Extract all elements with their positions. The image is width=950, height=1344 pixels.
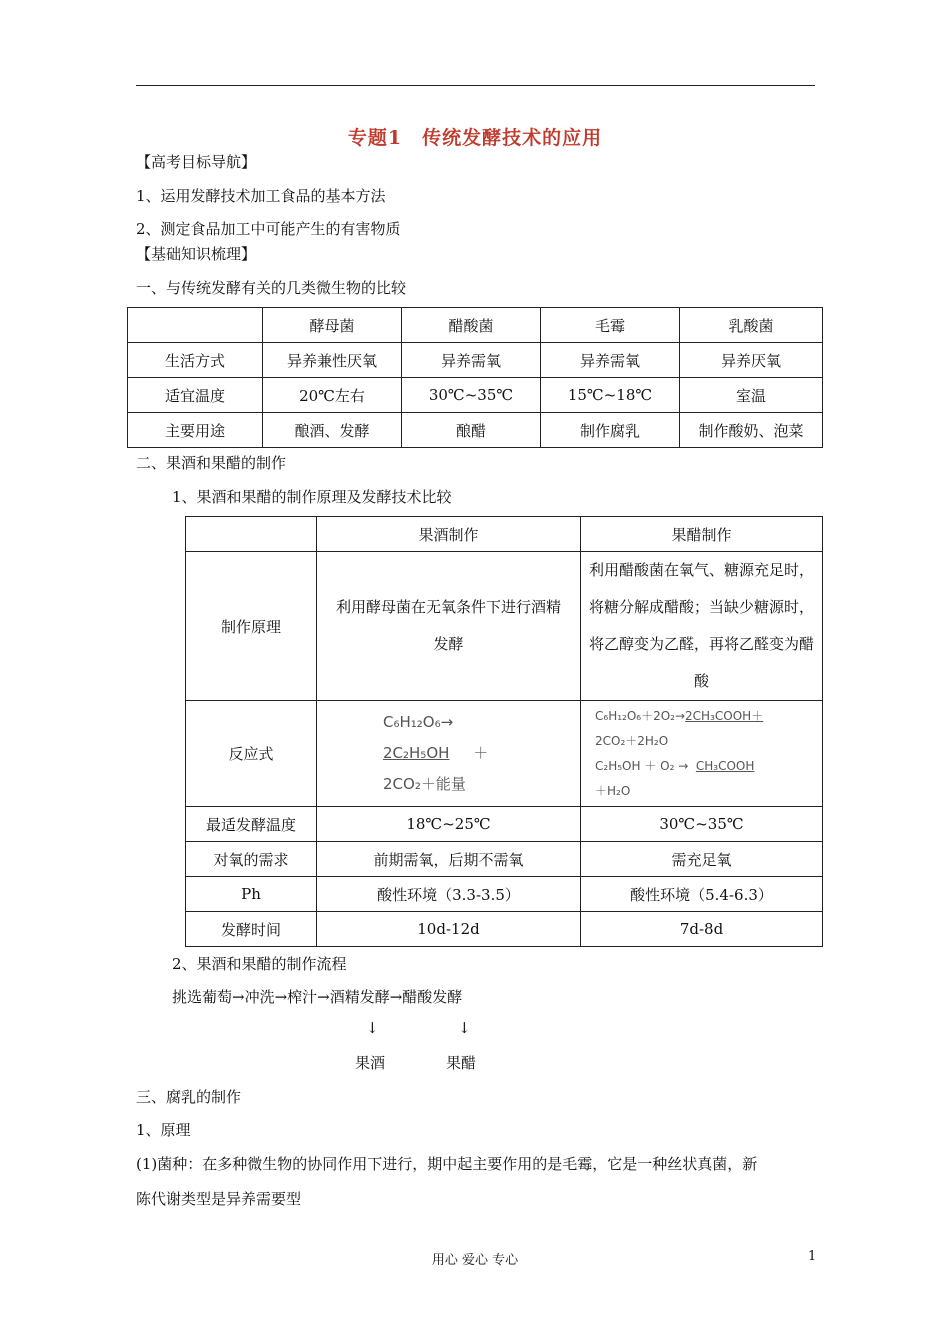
table-row	[186, 912, 823, 947]
table-cell: 18℃~25℃	[317, 807, 581, 842]
vinegar-reaction-equation	[581, 701, 823, 807]
header-rule	[136, 85, 815, 86]
equation-product: CH₃COOH	[695, 758, 755, 773]
table-cell: 异养兼性厌氧	[263, 343, 402, 378]
table-row	[186, 552, 823, 701]
equation-line	[595, 754, 818, 779]
table-cell: 主要用途	[128, 413, 263, 448]
table-cell: 酸性环境（5.4-6.3）	[581, 877, 823, 912]
table-cell: 需充足氧	[581, 842, 823, 877]
table-cell: 10d-12d	[317, 912, 581, 947]
nav-header: 【高考目标导航】	[136, 153, 257, 171]
table-cell: 发酵时间	[186, 912, 317, 947]
table-row	[128, 378, 823, 413]
footer-text: 用心 爱心 专心	[431, 1253, 519, 1268]
table-cell: 前期需氧，后期不需氧	[317, 842, 581, 877]
table-cell: 异养需氧	[402, 343, 541, 378]
goal-2: 2、测定食品加工中可能产生的有害物质	[136, 220, 401, 238]
subsection-heading-3-1: 1、原理	[136, 1121, 191, 1139]
basics-header: 【基础知识梳理】	[136, 245, 257, 263]
flow-output-wine: 果酒	[355, 1054, 386, 1072]
equation-line	[383, 738, 576, 769]
table-cell: 异养需氧	[541, 343, 680, 378]
table-row	[128, 413, 823, 448]
table-cell	[186, 517, 317, 552]
table-row	[186, 517, 823, 552]
subsection-heading-2-1: 1、果酒和果醋的制作原理及发酵技术比较	[172, 488, 452, 506]
table-cell: 生活方式	[128, 343, 263, 378]
table-cell: 30℃~35℃	[581, 807, 823, 842]
table-cell: 醋酸菌	[402, 308, 541, 343]
table-cell: 制作原理	[186, 552, 317, 701]
table-cell: 制作腐乳	[541, 413, 680, 448]
table-cell: 制作酸奶、泡菜	[680, 413, 823, 448]
table-cell: 对氧的需求	[186, 842, 317, 877]
table-cell: 室温	[680, 378, 823, 413]
table-cell: 7d-8d	[581, 912, 823, 947]
equation-product: 2C₂H₅OH	[383, 744, 450, 762]
down-arrow-icon: ↓	[366, 1019, 379, 1037]
down-arrow-icon: ↓	[458, 1019, 471, 1037]
page-title: 专题1 传统发酵技术的应用	[347, 127, 603, 149]
table-cell: 最适发酵温度	[186, 807, 317, 842]
table-cell: 利用酵母菌在无氧条件下进行酒精发酵	[317, 552, 581, 701]
equation-line	[595, 704, 818, 729]
microbe-comparison-table	[127, 307, 823, 448]
table-cell: 乳酸菌	[680, 308, 823, 343]
equation-product: 2CH₃COOH＋	[685, 708, 764, 723]
table-row	[128, 343, 823, 378]
table-cell: 利用醋酸菌在氧气、糖源充足时，将糖分解成醋酸；当缺少糖源时，将乙醇变为乙醛，再将乙醛变为醋酸	[581, 552, 823, 701]
table-cell: 毛霉	[541, 308, 680, 343]
equation-reactant: C₆H₁₂O₆＋2O₂→	[595, 708, 686, 723]
process-flow: 挑选葡萄→冲洗→榨汁→酒精发酵→醋酸发酵	[172, 988, 463, 1006]
table-cell: 酸性环境（3.3-3.5）	[317, 877, 581, 912]
equation-line: C₆H₁₂O₆→	[383, 713, 454, 731]
equation-line: ＋H₂O	[595, 783, 631, 798]
equation-plus: ＋	[473, 744, 489, 762]
table-cell: 酵母菌	[263, 308, 402, 343]
table-row	[128, 308, 823, 343]
table-row	[186, 701, 823, 807]
table-cell: 20℃左右	[263, 378, 402, 413]
page-number: 1	[808, 1249, 817, 1264]
table-cell: 酿醋	[402, 413, 541, 448]
table-row	[186, 842, 823, 877]
wine-vinegar-table	[185, 516, 823, 947]
paragraph-line: (1)菌种：在多种微生物的协同作用下进行，期中起主要作用的是毛霉，它是一种丝状真菌，新	[136, 1155, 758, 1173]
table-cell: Ph	[186, 877, 317, 912]
section-heading-1: 一、与传统发酵有关的几类微生物的比较	[136, 279, 407, 297]
equation-reactant: C₂H₅OH ＋ O₂ →	[595, 758, 689, 773]
table-cell: 果醋制作	[581, 517, 823, 552]
table-cell: 果酒制作	[317, 517, 581, 552]
paragraph-line: 陈代谢类型是异养需要型	[136, 1190, 302, 1208]
table-cell	[128, 308, 263, 343]
equation-line: 2CO₂＋2H₂O	[595, 733, 669, 748]
section-heading-2: 二、果酒和果醋的制作	[136, 454, 287, 472]
flow-output-vinegar: 果醋	[446, 1054, 477, 1072]
wine-reaction-equation	[317, 701, 581, 807]
table-cell: 30℃~35℃	[402, 378, 541, 413]
table-cell: 适宜温度	[128, 378, 263, 413]
table-cell: 酿酒、发酵	[263, 413, 402, 448]
table-cell: 反应式	[186, 701, 317, 807]
subsection-heading-2-2: 2、果酒和果醋的制作流程	[172, 955, 347, 973]
goal-1: 1、运用发酵技术加工食品的基本方法	[136, 187, 386, 205]
table-cell: 15℃~18℃	[541, 378, 680, 413]
section-heading-3: 三、腐乳的制作	[136, 1088, 242, 1106]
table-row	[186, 807, 823, 842]
table-cell: 异养厌氧	[680, 343, 823, 378]
equation-line: 2CO₂＋能量	[383, 775, 466, 793]
table-row	[186, 877, 823, 912]
